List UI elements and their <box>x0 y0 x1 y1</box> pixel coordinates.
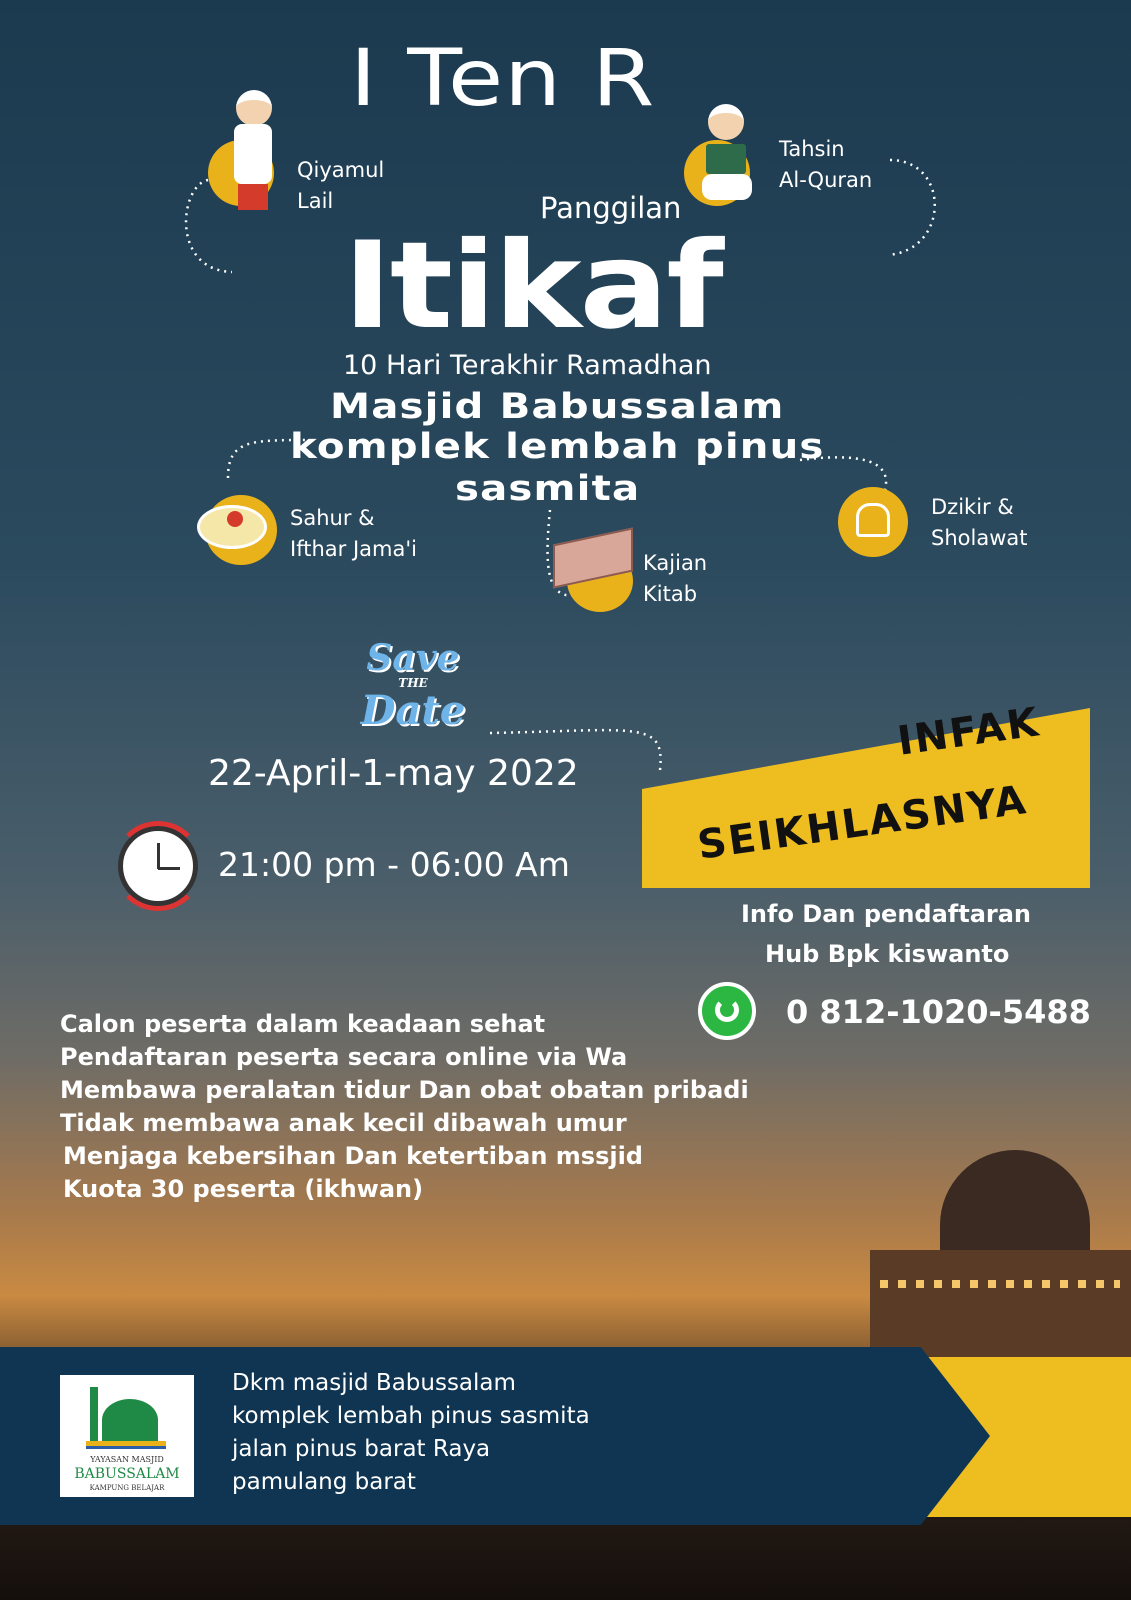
save-the-date-logo <box>348 637 478 750</box>
the-text: THE <box>398 676 428 690</box>
address-line: jalan pinus barat Raya <box>232 1436 491 1462</box>
clock-icon <box>118 826 198 906</box>
rule-item: Tidak membawa anak kecil dibawah umur <box>60 1109 627 1137</box>
venue-line-2: komplek lembah pinus <box>290 427 825 467</box>
food-plate-icon <box>205 495 277 565</box>
subtitle-panggilan: Panggilan <box>540 191 682 225</box>
address-line: Dkm masjid Babussalam <box>232 1370 516 1396</box>
save-text: Save <box>366 637 460 679</box>
praying-hands-icon <box>838 487 908 557</box>
contact-name: Hub Bpk kiswanto <box>765 940 1010 968</box>
rule-item: Pendaftaran peserta secara online via Wa <box>60 1043 628 1071</box>
logo-text: YAYASAN MASJID <box>90 1455 164 1464</box>
rule-item: Menjaga kebersihan Dan ketertiban mssjid <box>63 1142 643 1170</box>
logo-text: KAMPUNG BELAJAR <box>89 1484 165 1492</box>
activity-label: Qiyamul Lail <box>297 158 385 213</box>
phone-number[interactable]: 0 812-1020-5488 <box>786 993 1091 1031</box>
tagline: 10 Hari Terakhir Ramadhan <box>343 350 712 381</box>
main-title: Itikaf <box>343 217 722 356</box>
rule-item: Calon peserta dalam keadaan sehat <box>60 1010 546 1038</box>
banner-line-2: SEIKHLASNYA <box>694 776 1031 869</box>
activity-label: Sahur & Ifthar Jama'i <box>290 506 417 561</box>
activity-label: Kajian Kitab <box>643 551 708 606</box>
venue-line-1: Masjid Babussalam <box>330 387 785 427</box>
praying-child-icon <box>208 140 274 206</box>
activity-label: Dzikir & Sholawat <box>931 495 1028 550</box>
rule-item: Membawa peralatan tidur Dan obat obatan pribadi <box>60 1076 749 1104</box>
contact-info-line: Info Dan pendaftaran <box>741 900 1032 928</box>
footer-address <box>232 1367 590 1499</box>
logo-text: BABUSSALAM <box>74 1466 180 1482</box>
date-text: Date <box>360 687 466 734</box>
mosque-silhouette <box>870 1130 1131 1360</box>
event-time: 21:00 pm - 06:00 Am <box>218 845 570 884</box>
venue-line-3: sasmita <box>455 469 641 509</box>
rules-list <box>60 1008 749 1206</box>
address-line: pamulang barat <box>232 1469 416 1495</box>
open-book-icon <box>567 550 633 612</box>
reading-quran-child-icon <box>684 140 750 206</box>
babussalam-logo <box>60 1375 194 1497</box>
address-line: komplek lembah pinus sasmita <box>232 1403 590 1429</box>
rule-item: Kuota 30 peserta (ikhwan) <box>63 1175 424 1203</box>
event-date: 22-April-1-may 2022 <box>208 753 579 794</box>
activity-label: Tahsin Al-Quran <box>779 137 873 192</box>
banner-line-1: INFAK <box>894 699 1043 765</box>
poster-title: I Ten R <box>350 34 656 124</box>
